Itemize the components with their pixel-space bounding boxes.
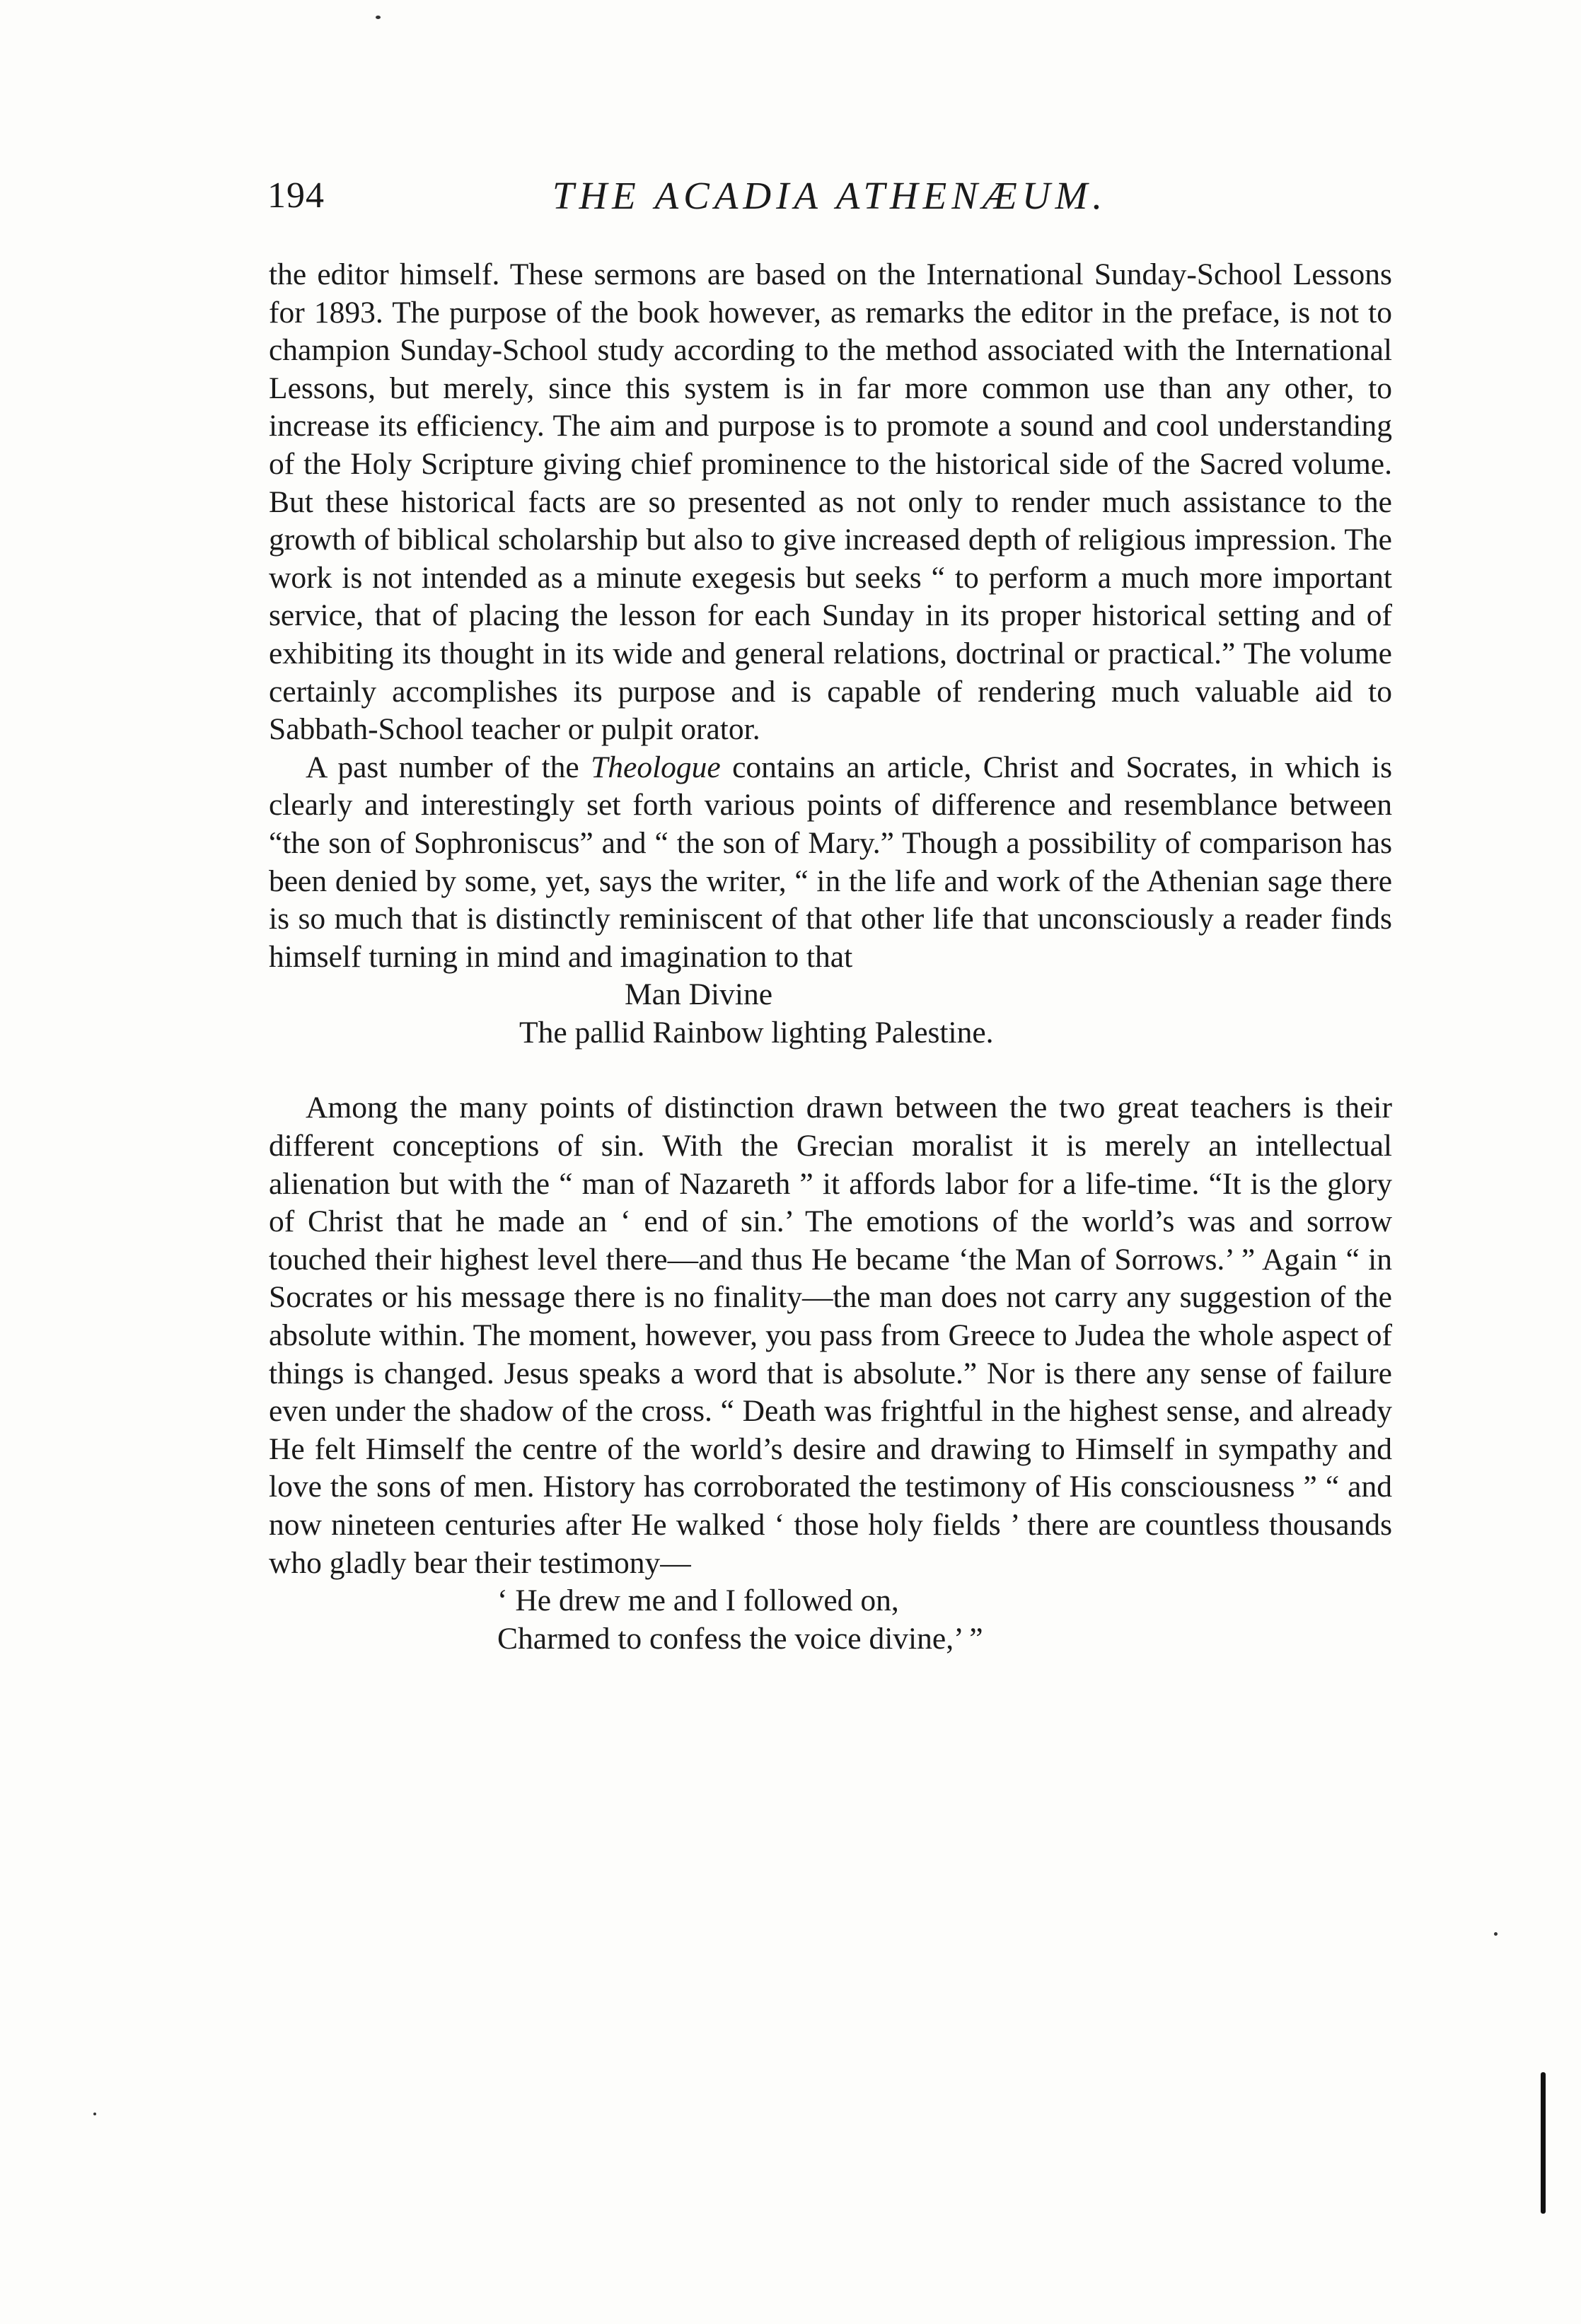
article-body	[269, 256, 1392, 1658]
verse-2-line-1: ‘ He drew me and I followed on,	[497, 1584, 899, 1618]
verse-1-line-1: Man Divine	[625, 977, 773, 1012]
ink-speck	[376, 16, 381, 19]
verse-1-line-2: The pallid Rainbow lighting Palestine.	[519, 1015, 994, 1050]
verse-quotation-2	[269, 1582, 1392, 1658]
paragraph-2	[269, 749, 1392, 977]
paragraph-2-text-start: A past number of the	[306, 750, 591, 784]
publication-title: Theologue	[591, 750, 721, 784]
page-number: 194	[267, 175, 325, 216]
ink-speck	[93, 2113, 96, 2115]
verse-2-line-2: Charmed to confess the voice divine,’ ”	[497, 1621, 983, 1656]
ink-speck	[1494, 1932, 1498, 1936]
paragraph-2-text-end: contains an article, Christ and Socrates, in which is clearly and interestingly set forth various points of difference and resemblance between “the son of Sophroniscus” and “ the son of Mary.” Though a possibility of comparison has been denied by some, yet, says the writer, “ in the life and work of the Athenian sage there is so much that is distinctly reminiscent of that other life that unconsciously a reader finds himself turning in mind and imagination to that	[269, 750, 1393, 974]
verse-quotation-1	[269, 976, 1392, 1052]
spacer	[269, 1052, 1392, 1089]
paragraph-1: the editor himself. These sermons are based on the International Sunday-School Lessons for 1893. The purpose of the book however, as remarks the editor in the preface, is not to champion Sunday-School study according to the method associated with the International Lessons, but merely, since this system is in far more common use than any other, to increase its efficiency. The aim and purpose is to promote a sound and cool understanding of the Holy Scripture giving chief prominence to the historical side of the Sacred volume. But these historical facts are so presented as not only to render much assistance to the growth of biblical scholarship but also to give increased depth of religious impression. The work is not intended as a minute exegesis but seeks “ to perform a much more important service, that of placing the lesson for each Sunday in its proper historical setting and of exhibiting its thought in its wide and general relations, doctrinal or practical.” The volume certainly accomplishes its purpose and is capable of rendering much valuable aid to Sabbath-School teacher or pulpit orator.	[269, 257, 1392, 747]
running-title: THE ACADIA ATHENÆUM.	[552, 174, 1108, 217]
paragraph-3: Among the many points of distinction drawn between the two great teachers is their different conceptions of sin. With the Grecian moralist it is merely an intellectual alienation but with the “ man of Nazareth ” it affords labor for a life-time. “It is the glory of Christ that he made an ‘ end of sin.’ The emotions of the world’s was and sorrow touched their highest level there—and thus He became ‘the Man of Sorrows.’ ” Again “ in Socrates or his message there is no finality—the man does not carry any suggestion of the absolute within. The moment, however, you pass from Greece to Judea the whole aspect of things is changed. Jesus speaks a word that is absolute.” Nor is there any sense of failure even under the shadow of the cross. “ Death was frightful in the highest sense, and already He felt Himself the centre of the world’s desire and drawing to Himself in sympathy and love the sons of men. History has corroborated the testimony of His consciousness ” “ and now nineteen centuries after He walked ‘ those holy fields ’ there are countless thousands who gladly bear their testimony—	[269, 1091, 1392, 1580]
page-edge-mark	[1541, 2072, 1546, 2214]
page-header	[267, 164, 1392, 228]
